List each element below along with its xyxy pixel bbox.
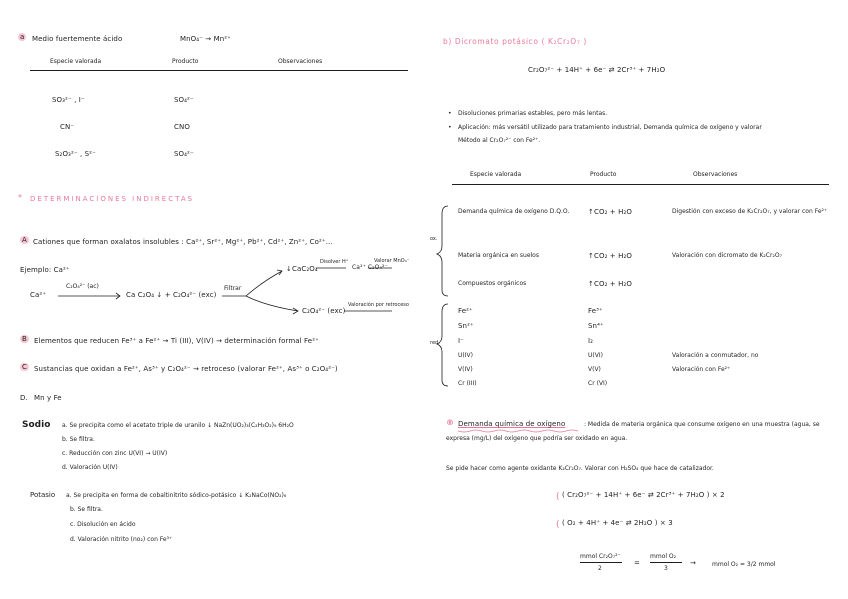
table2-header-observations: Observaciones	[693, 171, 738, 178]
table2-row5-species: Sn²⁺	[458, 322, 474, 330]
table2-row1-product: ↑CO₂ + H₂O	[588, 208, 632, 216]
table2-row1-species: Demanda química de oxígeno D.Q.O.	[458, 208, 570, 215]
section-b-title: b) Dicromato potásico ( K₂Cr₂O₇ )	[443, 37, 587, 46]
bullet-1-text: Disoluciones primarias estables, pero más lentas.	[458, 110, 608, 117]
potasio-line-d: d. Valoración nitrito (no₂) con Fe³⁺	[70, 536, 173, 543]
scheme-middle: Ca C₂O₄ ↓ + C₂O₄²⁻ (exc)	[126, 291, 217, 299]
potasio-label: Potasio	[30, 491, 56, 499]
scheme-branch-lower	[246, 296, 298, 311]
sodio-line-a: a. Se precipita como el acetato triple de uranilo ↓ NaZn(UO₂)₃(C₂H₃O₂)₉ 6H₂O	[62, 422, 294, 429]
table2-row6-species: I⁻	[458, 337, 464, 345]
table1-row3-product: SO₄²⁻	[174, 150, 194, 158]
table1-row2-product: CNO	[174, 123, 190, 131]
item-d-marker: D.	[20, 394, 28, 402]
table1-row1-species: SO₃²⁻ , I⁻	[52, 96, 85, 104]
table2-header-product: Producto	[590, 171, 617, 178]
table2-row2-species: Materia orgánica en suelos	[458, 252, 539, 259]
dqo-marker: ®	[446, 418, 454, 427]
frac1-numerator: mmol Cr₂O₇²⁻	[580, 553, 621, 560]
table2-row8-species: V(IV)	[458, 366, 473, 373]
scheme-start: Ca²⁺	[30, 291, 47, 299]
brace-upper	[437, 206, 448, 296]
table2-row3-species: Compuestos orgánicos	[458, 280, 527, 287]
dqo-eq-2: ( O₂ + 4H⁺ + 4e⁻ ⇄ 2H₂O ) × 3	[562, 519, 673, 527]
frac1-denominator: 2	[598, 565, 602, 572]
item-c-marker: C	[22, 363, 27, 371]
item-b-text: Elementos que reducen Fe³⁺ a Fe²⁺ → Ti (III), V(IV) → determinación formal Fe²⁺	[34, 337, 319, 345]
scheme-split-label: Filtrar	[224, 285, 242, 292]
brace-upper-label: ox.	[430, 236, 438, 242]
scheme-arrow1-label: C₂O₄²⁻ (ac)	[66, 283, 99, 290]
bullet-1: •	[448, 110, 452, 117]
item-d-text: Mn y Fe	[34, 394, 62, 402]
table2-row1-obs: Digestión con exceso de K₂Cr₂O₇, y valorar con Fe²⁺	[672, 208, 828, 215]
sodio-line-b: b. Se filtra.	[62, 436, 95, 443]
dqo-eq-1: ( Cr₂O₇²⁻ + 14H⁺ + 6e⁻ ⇄ 2Cr³⁺ + 7H₂O ) × 2	[562, 491, 725, 499]
frac-equals: =	[634, 559, 640, 567]
table2-row4-product: Fe³⁺	[588, 307, 603, 315]
potasio-line-b: b. Se filtra.	[70, 506, 103, 513]
section-det-title: DETERMINACIONES INDIRECTAS	[30, 195, 195, 203]
table2-row7-obs: Valoración a conmutador, no	[672, 352, 759, 359]
scheme-upper-final: Valorar MnO₄⁻	[374, 258, 410, 264]
brace-lower	[437, 304, 448, 386]
brace-lower-label: red.	[430, 340, 440, 346]
det-bullet: *	[18, 193, 22, 202]
potasio-line-c: c. Disolución en ácido	[70, 521, 136, 528]
table2-row3-product: ↑CO₂ + H₂O	[588, 280, 632, 288]
item-c-text: Sustancias que oxidan a Fe²⁺, As³⁺ y C₂O₄²⁻ → retroceso (valorar Fe²⁺, As³⁺ o C₂O₄²⁻)	[34, 365, 338, 373]
scheme-lower: C₂O₄²⁻ (exc)	[302, 307, 346, 315]
frac2-numerator: mmol O₂	[650, 553, 677, 560]
dqo-text-3: Se pide hacer como agente oxidante K₂Cr₂O₇. Valorar con H₂SO₄ que hace de catalizador.	[446, 465, 714, 472]
sodio-line-d: d. Valoración U(IV)	[62, 464, 118, 471]
eq1-paren-left: (	[556, 492, 560, 502]
bullet-2a-text: Aplicación: más versátil utilizado para tratamiento industrial, Demanda química de oxígeno y valorar	[458, 124, 762, 131]
table2-row9-species: Cr (III)	[458, 380, 477, 387]
dqo-underline	[458, 430, 578, 432]
table2-row5-product: Sn⁴⁺	[588, 322, 604, 330]
scheme-upper-result: Ca²⁺ C₂O₄²⁻	[352, 264, 388, 271]
table2-row4-species: Fe²⁺	[458, 307, 473, 315]
table2-row6-product: I₂	[588, 337, 594, 345]
scheme-lower-arrow: Valoración por retroceso	[348, 302, 409, 308]
scheme-upper-arrow: Disolver H⁺	[320, 259, 349, 265]
frac2-denominator: 3	[664, 565, 668, 572]
dqo-title: Demanda química de oxígeno	[458, 420, 566, 428]
table2-row8-product: V(V)	[588, 366, 601, 373]
table2-row7-species: U(IV)	[458, 352, 473, 359]
example-label: Ejemplo: Ca²⁺	[20, 266, 70, 274]
sodio-label: Sodio	[22, 420, 51, 430]
section-b-equation: Cr₂O₇²⁻ + 14H⁺ + 6e⁻ ⇄ 2Cr³⁺ + 7H₂O	[528, 66, 666, 74]
dqo-text-1: : Medida de materia orgánica que consume oxígeno en una muestra (agua, se	[584, 421, 820, 428]
bullet-2b-text: Método al Cr₂O₇²⁻ con Fe²⁺.	[458, 137, 541, 144]
table2-header-species: Especie valorada	[470, 171, 522, 178]
frac-result: mmol O₂ = 3/2 mmol	[712, 561, 776, 568]
scheme-branch-upper	[246, 271, 282, 296]
scheme-upper: ↓CaC₂O₄	[286, 265, 318, 273]
item-b-marker: B	[22, 335, 27, 343]
table2-row7-product: U(VI)	[588, 352, 603, 359]
section-a-label: Medio fuertemente ácido	[32, 35, 123, 43]
table2-row8-obs: Valoración con Fe²⁺	[672, 366, 731, 373]
bullet-2: •	[448, 124, 452, 131]
section-a-reaction: MnO₄⁻ → Mn²⁺	[180, 35, 231, 43]
dqo-text-2: expresa (mg/L) del oxígeno que podría ser oxidado en agua.	[446, 435, 628, 442]
table1-header-observations: Observaciones	[278, 58, 323, 65]
table1-header-product: Producto	[172, 58, 199, 65]
table1-row2-species: CN⁻	[60, 123, 75, 131]
item-a-marker: A	[22, 236, 27, 244]
table1-row1-product: SO₄²⁻	[174, 96, 194, 104]
potasio-line-a: a. Se precipita en forma de cobaltinitrito sódico-potásico ↓ K₂NaCo(NO₂)₆	[66, 492, 287, 499]
eq2-paren-left: (	[556, 520, 560, 530]
section-a-marker: a	[20, 33, 25, 41]
table2-row2-obs: Valoración con dicromato de K₂Cr₂O₇	[672, 252, 782, 259]
sodio-line-c: c. Reducción con zinc U(VI) → U(IV)	[62, 450, 168, 457]
item-a-text: Cationes que forman oxalatos insolubles : Ca²⁺, Sr²⁺, Mg²⁺, Pb²⁺, Cd²⁺, Zn²⁺, Co²⁺...	[33, 238, 333, 246]
table2-row2-product: ↑CO₂ + H₂O	[588, 252, 632, 260]
table2-row9-product: Cr (VI)	[588, 380, 608, 387]
table1-row3-species: S₂O₃²⁻ , S²⁻	[55, 150, 96, 158]
frac-arrow: →	[690, 559, 696, 567]
table1-header-species: Especie valorada	[50, 58, 102, 65]
